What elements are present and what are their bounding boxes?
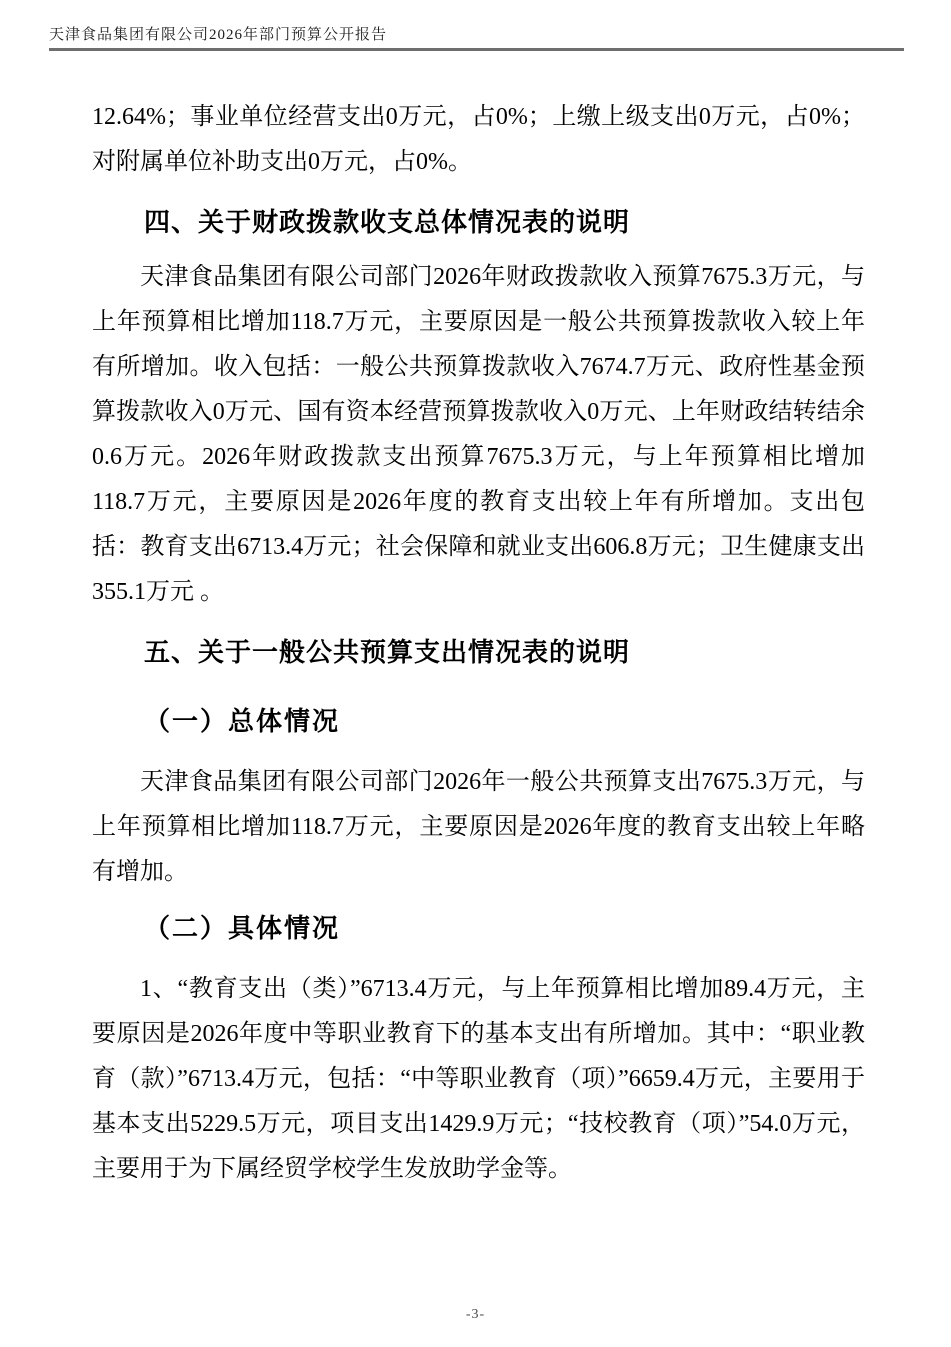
document-footer	[0, 1305, 951, 1323]
header-rule	[49, 48, 904, 51]
header-title: 天津食品集团有限公司2026年部门预算公开报告	[49, 27, 388, 43]
section-4-heading: 四、关于财政拨款收支总体情况表的说明	[144, 207, 631, 237]
subsection-1-heading: （一）总体情况	[144, 707, 341, 736]
subsection-2-heading: （二）具体情况	[144, 914, 341, 943]
carryover-paragraph: 12.64%；事业单位经营支出0万元，占0%；上缴上级支出0万元，占0%；对附属单位补助支出0万元，占0%。	[92, 104, 865, 175]
page-number: -3-	[465, 1307, 486, 1322]
section-5-heading: 五、关于一般公共预算支出情况表的说明	[144, 637, 631, 667]
section-4-paragraph: 天津食品集团有限公司部门2026年财政拨款收入预算7675.3万元，与上年预算相比增加118.7万元，主要原因是一般公共预算拨款收入较上年有所增加。收入包括：一般公共预算拨款收入7674.7万元、政府性基金预算拨款收入0万元、国有资本经营预算拨款收入0万元、上年财政结转结余0.6万元。2026年财政拨款支出预算7675.3万元，与上年预算相比增加118.7万元，主要原因是2026年度的教育支出较上年有所增加。支出包括：教育支出6713.4万元；社会保障和就业支出606.8万元；卫生健康支出355.1万元 。	[92, 264, 865, 605]
document-header	[49, 26, 904, 51]
subsection-1-paragraph: 天津食品集团有限公司部门2026年一般公共预算支出7675.3万元，与上年预算相比增加118.7万元，主要原因是2026年度的教育支出较上年略有增加。	[92, 769, 865, 885]
document-body	[92, 95, 865, 1192]
subsection-2-paragraph: 1、“教育支出（类）”6713.4万元，与上年预算相比增加89.4万元，主要原因是2026年度中等职业教育下的基本支出有所增加。其中：“职业教育（款）”6713.4万元，包括：“中等职业教育（项）”6659.4万元，主要用于基本支出5229.5万元，项目支出1429.9万元；“技校教育（项）”54.0万元，主要用于为下属经贸学校学生发放助学金等。	[92, 976, 865, 1182]
